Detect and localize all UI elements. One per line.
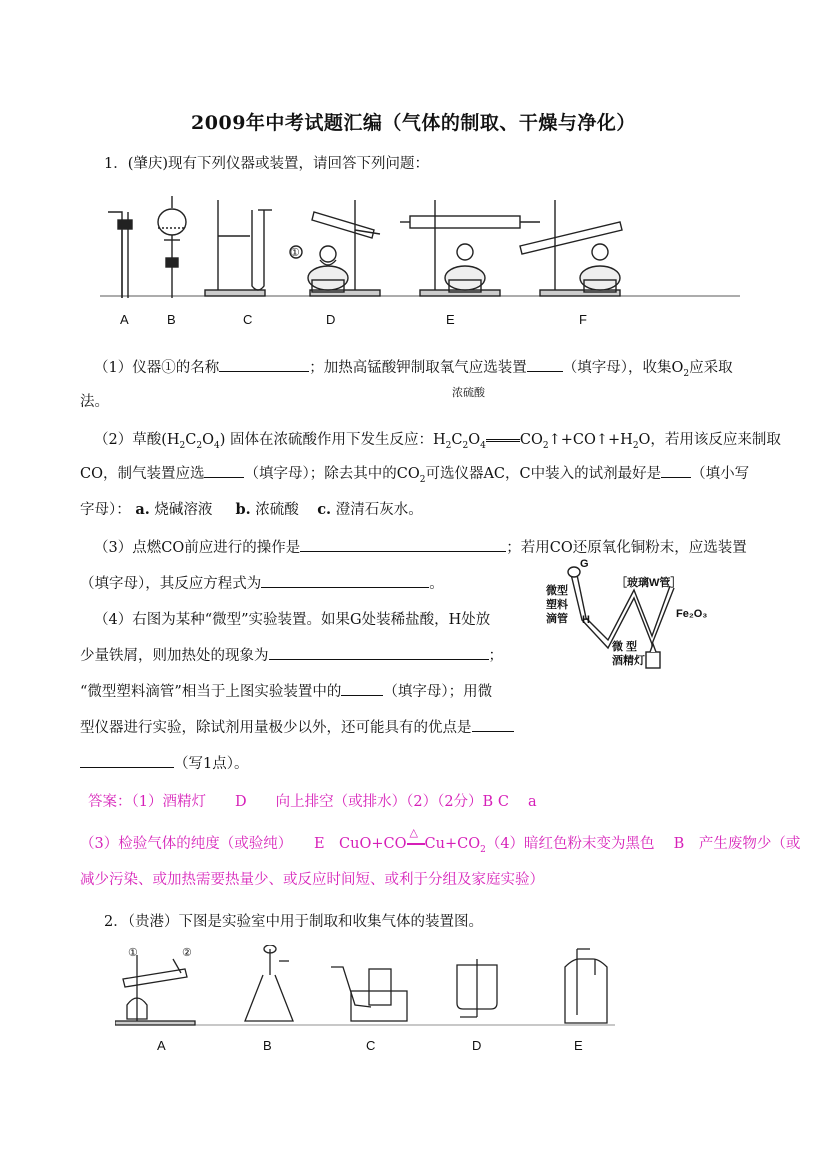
micro-label-tube: ［玻璃W管］: [616, 577, 682, 589]
q1-part1-line1: （1）仪器①的名称 ；加热高锰酸钾制取氧气应选装置 （填字母），收集$O_2$应采取: [94, 356, 733, 379]
fig-label-d: D: [326, 312, 336, 327]
q1-part1-line2: 法。: [80, 394, 109, 410]
fig-label-b: B: [167, 312, 176, 327]
q1-part4-line2: 少量铁屑，则加热处的现象为 ；: [80, 644, 503, 665]
q1-part3-line2: （填字母），其反应方程式为 。: [80, 572, 444, 593]
micro-label-fe2o3: Fe₂O₃: [676, 608, 708, 620]
q1-part2-line3: 字母）： a. 烧碱溶液 b. 浓硫酸 c. 澄清石灰水。: [80, 501, 423, 518]
q1-part2-line2: CO，制气装置应选 （填字母）；除去其中的$CO_2$可选仪器AC，C中装入的试剂最好是 （填小写: [80, 462, 749, 485]
answer-line-3: 减少污染、或加热需要热量少、或反应时间短、或利于分组及家庭实验）: [80, 872, 544, 888]
fig-label-e: E: [446, 312, 455, 327]
answer-line-1: 答案：（1）酒精灯 D 向上排空（或排水）（2）（2分）B C a: [88, 794, 537, 810]
q1-part4-line5: （写1点）。: [80, 752, 248, 773]
marker-1: ①: [290, 247, 300, 259]
q1-apparatus-figure: [100, 190, 740, 305]
q1-stem: 1．(肇庆)现有下列仪器或装置，请回答下列问题：: [104, 156, 430, 172]
page-title: 2009年中考试题汇编（气体的制取、干燥与净化）: [191, 112, 636, 134]
answer-line-2: （3）检验气体的纯度（或验纯） E CuO+CO △ $Cu+CO_2(4)$暗红色粉末变为黑色 B 产生废物少（或: [80, 826, 801, 855]
q1-part4-line3: “微型塑料滴管”相当于上图实验装置中的 （填字母）；用微: [80, 680, 492, 701]
micro-label-dropper: 微型 塑料 滴管: [546, 585, 568, 625]
q1-part2-line1: （2）草酸$(H_2C_2O_4)$ 固体在浓硫酸作用下发生反应：$H_2C_2O_4$ $CO_2↑+CO↑+H_2O$，若用该反应来制取: [94, 432, 781, 451]
q1-part3-line1: （3）点燃CO前应进行的操作是 ；若用CO还原氧化铜粉末，应选装置: [94, 536, 747, 557]
q2-fig-label-d: D: [472, 1038, 482, 1053]
micro-label-lamp: 微 型 酒精灯: [612, 641, 645, 667]
q2-marker-2: ②: [182, 947, 192, 959]
q2-fig-label-e: E: [574, 1038, 583, 1053]
q2-fig-label-b: B: [263, 1038, 272, 1053]
fig-label-a: A: [120, 312, 129, 327]
q2-marker-1: ①: [128, 947, 138, 959]
q1-part4-line4: 型仪器进行实验，除试剂用量极少以外，还可能具有的优点是: [80, 716, 514, 737]
reaction-condition: 浓硫酸: [452, 387, 485, 399]
fig-label-c: C: [243, 312, 253, 327]
q2-fig-label-c: C: [366, 1038, 376, 1053]
q2-fig-label-a: A: [157, 1038, 166, 1053]
q2-stem: 2．（贵港）下图是实验室中用于制取和收集气体的装置图。: [104, 914, 483, 930]
micro-label-h: H: [582, 614, 590, 626]
micro-label-g: G: [580, 558, 589, 570]
fig-label-f: F: [579, 312, 587, 327]
q1-part4-line1: （4）右图为某种“微型”实验装置。如果G处装稀盐酸，H处放: [94, 612, 491, 628]
